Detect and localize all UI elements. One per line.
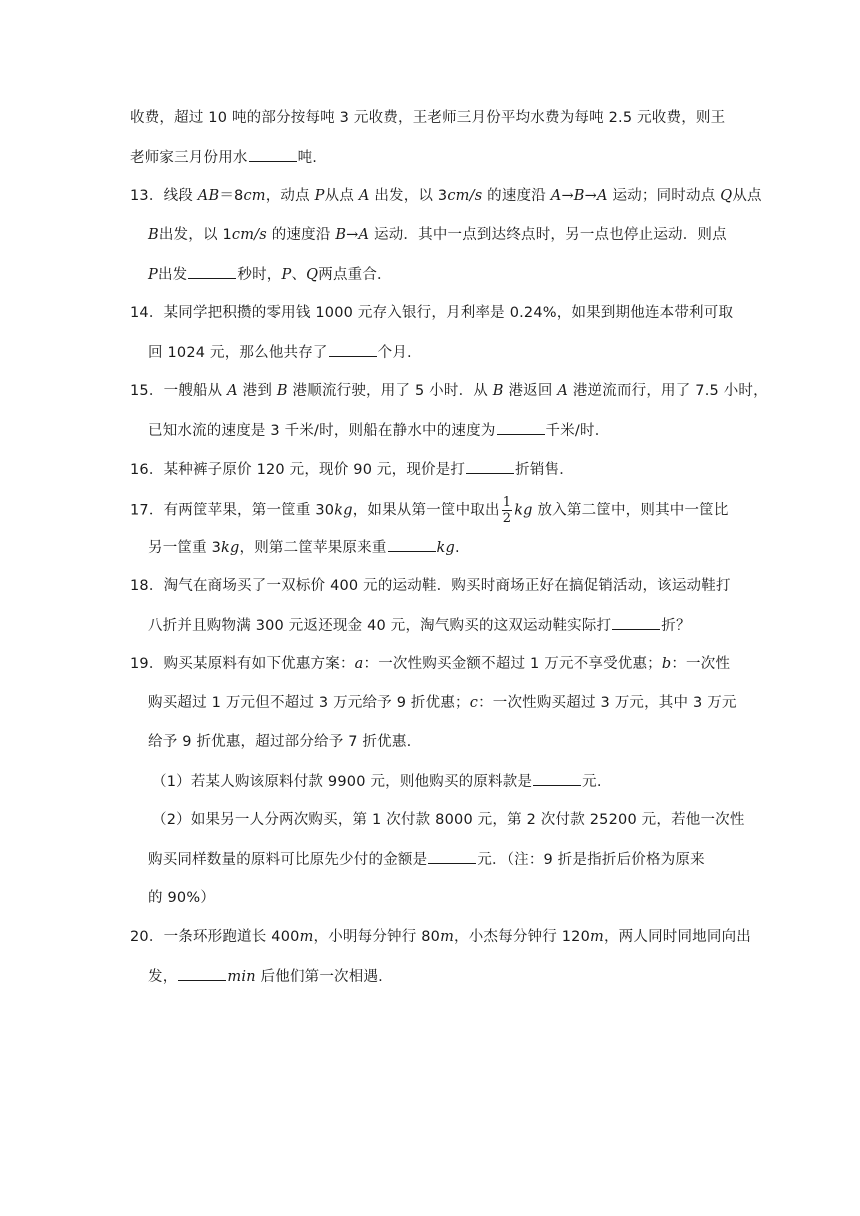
text-run: ，动点 xyxy=(265,188,315,204)
text-run: 运动．其中一点到达终点时，另一点也停止运动．则点 xyxy=(369,227,727,243)
text-run: 港到 xyxy=(237,383,277,399)
text-run: ：一次性购买超过 3 万元，其中 3 万元 xyxy=(478,695,737,711)
text-run: P xyxy=(148,267,158,283)
text-run: ，小杰每分钟行 120 xyxy=(454,929,591,945)
q17-line2 xyxy=(148,537,460,558)
text-run: 一条环形跑道长 400 xyxy=(163,929,300,945)
question-number: 20． xyxy=(130,929,164,945)
question-number: 16． xyxy=(130,462,164,478)
text-run: b xyxy=(661,656,672,672)
text-run: 某种裤子原价 120 元，现价 90 元，现价是打 xyxy=(163,462,466,478)
text-run: Q xyxy=(306,267,319,283)
text-run: 的速度沿 xyxy=(482,188,551,204)
fraction-one-half xyxy=(502,495,512,526)
q13-line2 xyxy=(148,225,727,245)
text-run: 折销售． xyxy=(515,462,574,478)
text-run: 购买某原料有如下优惠方案： xyxy=(163,656,355,672)
text-run: 的速度沿 xyxy=(266,227,336,243)
text-run: ：一次性 xyxy=(671,656,731,672)
text-run: AB xyxy=(197,188,220,204)
text-run: 已知水流的速度是 3 千米/时，则船在静水中的速度为 xyxy=(148,423,496,439)
q15-line1 xyxy=(130,381,768,401)
text-run: 放入第二筐中，则其中一筐比 xyxy=(532,502,729,519)
answer-blank[interactable] xyxy=(533,771,581,786)
text-run: 淘气在商场买了一双标价 400 元的运动鞋．购买时商场正好在搞促销活动，该运动鞋打 xyxy=(163,578,731,594)
q17-line1 xyxy=(130,495,729,526)
text-run: cm xyxy=(243,188,266,204)
text-run: . xyxy=(454,540,460,556)
text-run: A xyxy=(358,188,370,204)
text-run: m xyxy=(440,929,455,945)
q12-line2: 老师家三月份用水 吨. xyxy=(130,147,317,168)
text-run: m xyxy=(590,929,604,945)
text-run: 港顺流行驶，用了 5 小时．从 xyxy=(287,383,493,399)
q19-sub2-line2 xyxy=(148,849,705,870)
text-run: 另一筐重 3 xyxy=(148,540,222,556)
text-run: 后他们第一次相遇. xyxy=(255,969,383,985)
text-run: 购买同样数量的原料可比原先少付的金额是 xyxy=(148,852,428,868)
answer-blank[interactable] xyxy=(497,420,545,435)
q19-sub2-line1 xyxy=(152,810,745,830)
text-run: m xyxy=(299,929,314,945)
text-run: kg xyxy=(436,540,455,556)
text-run: A→B→A xyxy=(550,188,608,204)
text-run: 、 xyxy=(291,267,307,283)
text-run: kg xyxy=(221,540,240,556)
text-run: ，如果从第一筐中取出 xyxy=(352,502,500,519)
text-run: 给予 9 折优惠，超过部分给予 7 折优惠. xyxy=(148,734,412,750)
text-run: P xyxy=(281,267,292,283)
text-run: （2）如果另一人分两次购买，第 1 次付款 8000 元，第 2 次付款 25200 元，若他一次性 xyxy=(152,812,745,828)
text-run: 的 90%） xyxy=(148,890,216,906)
question-number: 18． xyxy=(130,578,164,594)
text-run: cm/s xyxy=(447,188,483,204)
text-run: 运动；同时动点 xyxy=(607,188,721,204)
text-run: ，小明每分钟行 80 xyxy=(313,929,441,945)
text-run: a xyxy=(354,656,364,672)
text-run: 某同学把积攒的零用钱 1000 元存入银行，月利率是 0.24%，如果到期他连本带利可取 xyxy=(163,305,734,321)
text-run: kg xyxy=(334,502,353,519)
text-run: B→A xyxy=(335,227,370,243)
q16-line1 xyxy=(130,459,574,480)
text-run: ＝8 xyxy=(219,188,244,204)
text-run: （1）若某人购该原料付款 9900 元，则他购买的原料款是 xyxy=(152,774,533,790)
text-run: 一艘船从 xyxy=(163,383,228,399)
text-run: min xyxy=(227,969,256,985)
question-number: 17． xyxy=(130,502,164,519)
text-run: c xyxy=(469,695,479,711)
text-run: A xyxy=(227,383,238,399)
text-run: B xyxy=(492,383,504,399)
text-run: Q xyxy=(720,188,733,204)
text-run: ：一次性购买金额不超过 1 万元不享受优惠； xyxy=(363,656,662,672)
q13-line3 xyxy=(148,264,392,285)
q20-line2 xyxy=(148,966,383,987)
text-run: 2 xyxy=(502,511,512,526)
answer-blank[interactable] xyxy=(612,615,660,630)
answer-blank[interactable] xyxy=(188,264,236,279)
text-run: ，则第二筐苹果原来重 xyxy=(239,540,387,556)
q19-line1 xyxy=(130,654,730,674)
text-run: 出发，以 3 xyxy=(369,188,448,204)
text-run: cm/s xyxy=(231,227,267,243)
q19-line2 xyxy=(148,693,737,713)
q15-line2 xyxy=(148,420,609,441)
text-run: 秒时， xyxy=(237,267,282,283)
q13-line1 xyxy=(130,186,762,206)
q14-line1 xyxy=(130,303,733,323)
q12-line1: 收费，超过 10 吨的部分按每吨 3 元收费，王老师三月份平均水费为每吨 2.5 元收费，则王 xyxy=(130,110,726,126)
text-run: 从点 xyxy=(324,188,359,204)
text-run: A xyxy=(557,383,569,399)
text-run: 购买超过 1 万元但不超过 3 万元给予 9 折优惠； xyxy=(148,695,470,711)
text-run: 有两筐苹果，第一筐重 30 xyxy=(163,502,335,519)
text-run: 港返回 xyxy=(503,383,558,399)
question-number: 15． xyxy=(130,383,164,399)
question-number: 14． xyxy=(130,305,164,321)
text-run: B xyxy=(148,227,159,243)
answer-blank[interactable] xyxy=(329,342,377,357)
q19-sub1 xyxy=(152,771,602,792)
question-number: 13． xyxy=(130,188,164,204)
text-run: 千米/时． xyxy=(545,423,610,439)
text-run: 个月. xyxy=(377,345,412,361)
answer-blank[interactable] xyxy=(178,966,226,981)
text-run: 线段 xyxy=(163,188,198,204)
answer-blank[interactable] xyxy=(428,849,476,864)
question-number: 19． xyxy=(130,656,164,672)
text-run: B xyxy=(276,383,288,399)
answer-blank[interactable] xyxy=(466,459,514,474)
text-run: 八折并且购物满 300 元返还现金 40 元，淘气购买的这双运动鞋实际打 xyxy=(148,618,612,634)
text-run: P xyxy=(314,188,325,204)
text-run: 回 1024 元，那么他共存了 xyxy=(148,345,328,361)
q14-line2 xyxy=(148,342,412,363)
q19-sub2-line3 xyxy=(148,888,215,908)
q19-line3 xyxy=(148,732,411,752)
text-run: 发， xyxy=(148,969,178,985)
text-run: 折？ xyxy=(661,618,691,634)
text-run: 元．（注：9 折是指折后价格为原来 xyxy=(477,852,705,868)
text-run: 从点 xyxy=(732,188,762,204)
text-run: 1 xyxy=(502,495,512,510)
answer-blank[interactable] xyxy=(388,537,436,552)
text-run: 两点重合． xyxy=(318,267,392,283)
q18-line2 xyxy=(148,615,691,636)
text-run: kg xyxy=(514,502,533,519)
answer-blank[interactable] xyxy=(249,147,297,162)
text-run: ，两人同时同地同向出 xyxy=(603,929,751,945)
text-run: 出发，以 1 xyxy=(158,227,232,243)
text-run: 元. xyxy=(582,774,602,790)
text-run: 出发 xyxy=(157,267,188,283)
q20-line1 xyxy=(130,927,751,947)
q18-line1 xyxy=(130,576,731,596)
text-run: 港逆流而行，用了 7.5 小时， xyxy=(568,383,768,399)
